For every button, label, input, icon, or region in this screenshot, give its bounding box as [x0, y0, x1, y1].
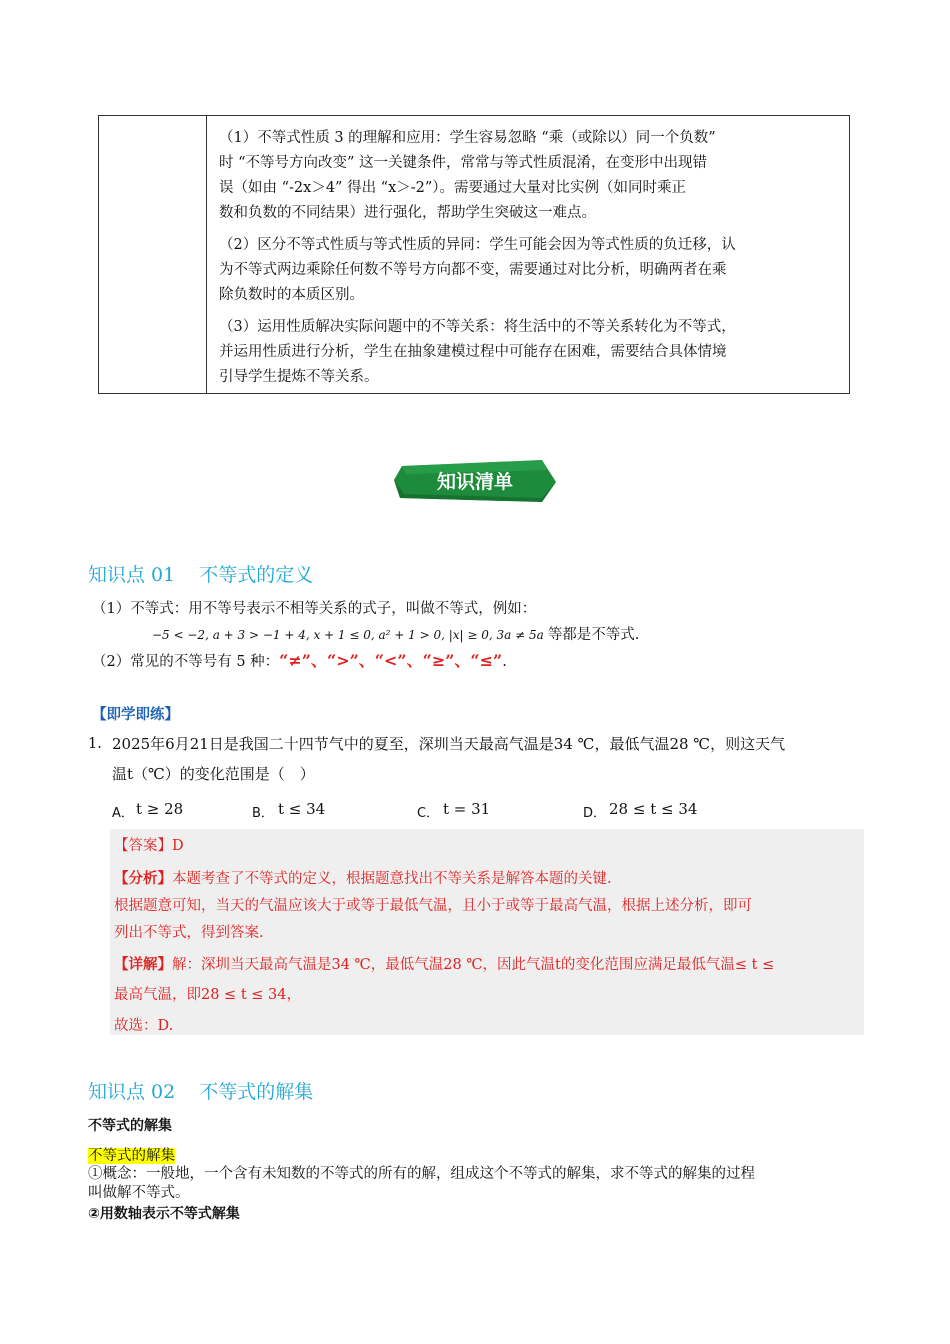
- detail-line3: 故选：D.: [114, 1018, 174, 1034]
- option-a-label: A．: [112, 806, 134, 821]
- practice-label: 【即学即练】: [92, 707, 179, 723]
- option-b-label: B．: [252, 806, 274, 821]
- kp1-examples-suffix: 等都是不等式.: [547, 627, 640, 643]
- detail-line1: 【详解】解：深圳当天最高气温是34 ℃，最低气温28 ℃，因此气温t的变化范围应满足最低气温≤ t ≤: [114, 956, 775, 973]
- kp1-line2: （2）常见的不等号有 5 种：“≠”、“>”、“<”、“≥”、“≤”.: [92, 651, 507, 670]
- question-line2: 温t（℃）的变化范围是（ ）: [112, 765, 315, 783]
- kp2-highlight: 不等式的解集: [88, 1148, 175, 1164]
- knowledge-list-banner: [392, 458, 558, 504]
- question-number: 1.: [88, 736, 102, 752]
- banner-label: 知识清单: [436, 471, 513, 493]
- kp1-examples: −5 < −2, a + 3 > −1 + 4, x + 1 ≤ 0, a² + 1 > 0, |x| ≥ 0, 3a ≠ 5a: [152, 628, 544, 642]
- kp2-heading: [88, 1077, 313, 1104]
- option-c-value: t = 31: [443, 800, 491, 818]
- table-paragraph-2: （2）区分不等式性质与等式性质的异同：学生可能会因为等式性质的负迁移，认 为不等式两边乘除任何数不等号方向都不变，需要通过对比分析，明确两者在乘 除负数时的本质区别。: [219, 237, 736, 303]
- detail-line2: 最高气温，即28 ≤ t ≤ 34，: [114, 987, 301, 1003]
- analysis-line: 【分析】本题考查了不等式的定义，根据题意找出不等关系是解答本题的关键.: [114, 870, 612, 887]
- kp1-examples-row: [152, 624, 639, 646]
- analysis-line3: 列出不等式，得到答案.: [114, 925, 264, 941]
- kp2-concept1: ①概念：一般地，一个含有未知数的不等式的所有的解，组成这个不等式的解集，求不等式的解集的过程: [88, 1166, 755, 1182]
- option-c-label: C．: [417, 806, 440, 821]
- table-paragraph-3: （3）运用性质解决实际问题中的不等关系：将生活中的不等关系转化为不等式， 并运用性质进行分析，学生在抽象建模过程中可能存在困难，需要结合具体情境 引导学生提炼不等关系。: [219, 319, 736, 385]
- analysis-line2: 根据题意可知，当天的气温应该大于或等于最低气温，且小于或等于最高气温，根据上述分析，即可: [114, 898, 752, 914]
- table-paragraph-1: （1）不等式性质 3 的理解和应用：学生容易忽略 “乘（或除以）同一个负数” 时 “不等号方向改变” 这一关键条件，常常与等式性质混淆，在变形中出现错 误（如由 “-2x＞4” 得出 “x＞-2”）。需要通过大量对比实例（如同时乘正 数和负数的不同结果）进行强化，帮助学生突破这一难点。: [219, 130, 716, 221]
- inequality-signs: “≠”、“>”、“<”、“≥”、“≤”: [279, 651, 503, 670]
- kp1-title: 不等式的定义: [199, 564, 314, 586]
- option-b-value: t ≤ 34: [278, 800, 326, 818]
- table-cell-content: [219, 126, 839, 397]
- kp1-number: 知识点 01: [88, 564, 176, 586]
- table-divider: [206, 116, 207, 393]
- answer-box: [110, 829, 864, 1035]
- answer-line: 【答案】D: [114, 838, 184, 854]
- kp2-subheading: 不等式的解集: [88, 1118, 172, 1134]
- question-line1: 2025年6月21日是我国二十四节气中的夏至，深圳当天最高气温是34 ℃，最低气温28 ℃，则这天气: [112, 735, 786, 753]
- options-row: [112, 800, 812, 824]
- option-d-label: D．: [583, 806, 607, 821]
- kp2-concept2: 叫做解不等式。: [88, 1185, 190, 1201]
- kp2-title: 不等式的解集: [199, 1081, 314, 1103]
- kp2-number: 知识点 02: [88, 1081, 176, 1103]
- difficulty-table: [98, 115, 850, 394]
- kp1-line1: （1）不等式：用不等号表示不相等关系的式子，叫做不等式，例如：: [92, 601, 537, 617]
- option-d-value: 28 ≤ t ≤ 34: [609, 800, 698, 818]
- kp2-numberline-heading: ②用数轴表示不等式解集: [88, 1206, 240, 1222]
- kp1-heading: [88, 560, 313, 587]
- option-a-value: t ≥ 28: [136, 800, 184, 818]
